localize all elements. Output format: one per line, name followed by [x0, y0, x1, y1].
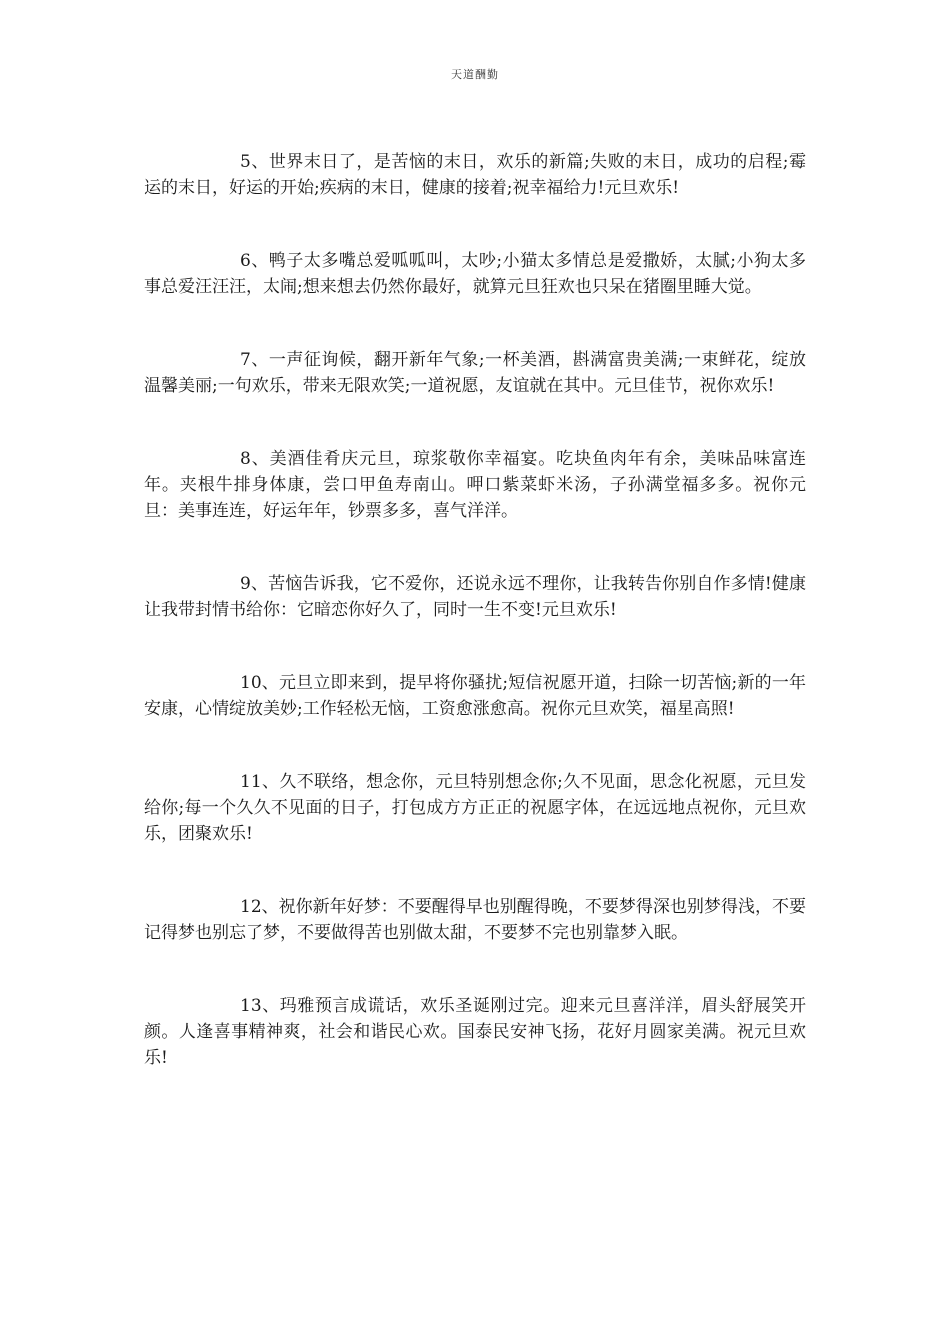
paragraph-12: 12、祝你新年好梦：不要醒得早也别醒得晚，不要梦得深也别梦得浅，不要记得梦也别忘了梦，不要做得苦也别做太甜，不要梦不完也别靠梦入眠。 — [144, 897, 806, 943]
paragraph-11: 11、久不联络，想念你，元旦特别想念你;久不见面，思念化祝愿，元旦发给你;每一个久久不见面的日子，打包成方方正正的祝愿字体，在远远地点祝你，元旦欢乐，团聚欢乐! — [144, 772, 806, 844]
paragraph-5: 5、世界末日了，是苦恼的末日，欢乐的新篇;失败的末日，成功的启程;霉运的末日，好运的开始;疾病的末日，健康的接着;祝幸福给力!元旦欢乐! — [144, 152, 806, 198]
document-body — [144, 149, 806, 1118]
paragraph-10: 10、元旦立即来到，提早将你骚扰;短信祝愿开道，扫除一切苦恼;新的一年安康，心情绽放美妙;工作轻松无恼，工资愈涨愈高。祝你元旦欢笑，福星高照! — [144, 673, 806, 719]
paragraph-9: 9、苦恼告诉我，它不爱你，还说永远不理你，让我转告你别自作多情!健康让我带封情书给你：它暗恋你好久了，同时一生不变!元旦欢乐! — [144, 574, 806, 620]
paragraph-6: 6、鸭子太多嘴总爱呱呱叫，太吵;小猫太多情总是爱撒娇，太腻;小狗太多事总爱汪汪汪，太闹;想来想去仍然你最好，就算元旦狂欢也只呆在猪圈里睡大觉。 — [144, 251, 806, 297]
paragraph-8: 8、美酒佳肴庆元旦，琼浆敬你幸福宴。吃块鱼肉年有余，美味品味富连年。夹根牛排身体康，尝口甲鱼寿南山。呷口紫菜虾米汤，子孙满堂福多多。祝你元旦：美事连连，好运年年，钞票多多，喜气洋洋。 — [144, 449, 806, 521]
page-header: 天道酬勤 — [451, 68, 499, 81]
paragraph-13: 13、玛雅预言成谎话，欢乐圣诞刚过完。迎来元旦喜洋洋，眉头舒展笑开颜。人逢喜事精神爽，社会和谐民心欢。国泰民安神飞扬，花好月圆家美满。祝元旦欢乐! — [144, 996, 806, 1068]
paragraph-7: 7、一声征询候，翻开新年气象;一杯美酒，斟满富贵美满;一束鲜花，绽放温馨美丽;一句欢乐，带来无限欢笑;一道祝愿，友谊就在其中。元旦佳节，祝你欢乐! — [144, 350, 806, 396]
